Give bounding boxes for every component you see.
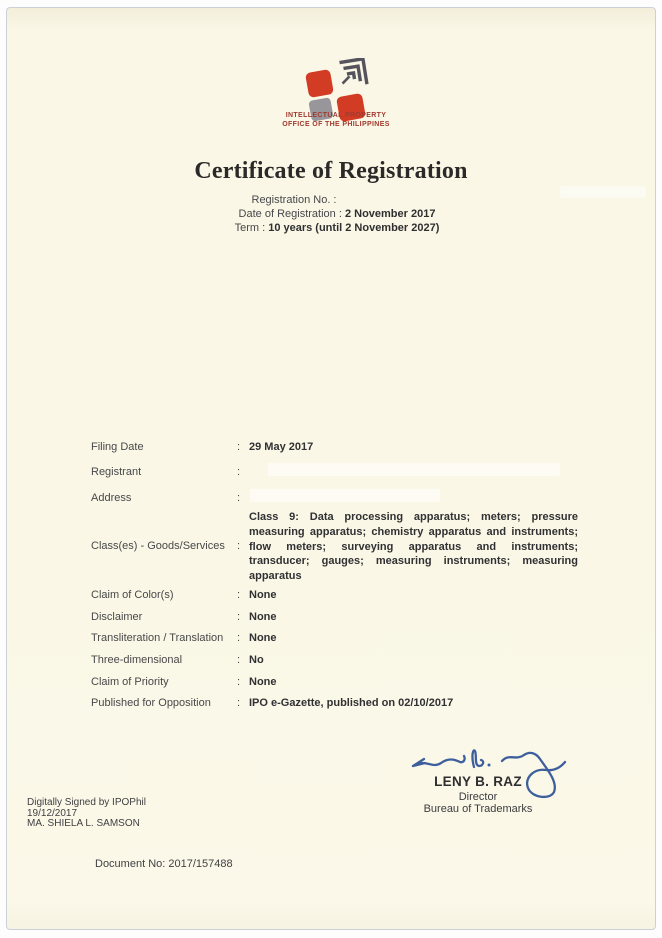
field-value: IPO e-Gazette, published on 02/10/2017 [249,697,454,709]
field-value: None [249,589,277,601]
field-label: Three-dimensional [91,654,183,666]
signatory-title: Director [458,791,498,803]
field-label: Claim of Color(s) [91,589,174,601]
document-number: Document No: 2017/157488 [95,858,233,870]
signatory-name: LENY B. RAZ [434,774,522,789]
term-label: Term : [234,221,266,234]
logo-org-name [0,112,662,129]
field-label: Registrant [91,466,142,478]
signature-ink [408,742,588,802]
field-label: Claim of Priority [91,676,169,688]
colon-separator: : [237,466,241,478]
colon-separator: : [237,676,241,688]
registration-term-line [0,222,662,236]
field-row-filing-date [91,441,578,454]
field-label: Transliteration / Translation [91,632,224,644]
field-label: Address [91,492,132,504]
field-value [249,492,578,505]
field-value: None [249,611,277,623]
field-label: Disclaimer [91,611,143,623]
digital-signature-line1: Digitally Signed by IPOPhil [27,797,146,808]
registration-header [0,194,662,235]
digital-signature-date: 19/12/2017 [27,807,78,819]
colon-separator: : [237,611,241,623]
digital-signature-note [27,798,146,830]
colon-separator: : [237,492,241,504]
colon-separator: : [237,654,241,666]
field-label: Filing Date [91,441,144,453]
colon-separator: : [237,697,241,709]
registration-date-line [0,208,662,222]
page-title: Certificate of Registration [194,158,468,184]
field-value [249,466,578,479]
signatory-office: Bureau of Trademarks [423,803,533,815]
colon-separator: : [237,441,241,453]
logo-org-line2: OFFICE OF THE PHILIPPINES [282,120,390,128]
field-value: No [249,654,264,666]
registration-date-value: 2 November 2017 [344,207,436,220]
field-row-claim-of-priority [91,676,578,689]
colon-separator: : [237,540,241,553]
term-value: 10 years (until 2 November 2027) [268,221,440,234]
field-label: Published for Opposition [91,697,211,709]
field-row-address [91,492,578,505]
field-value: None [249,632,277,644]
field-row-three-dimensional [91,654,578,667]
colon-separator: : [237,589,241,601]
registration-no-label: Registration No. : [251,194,337,206]
field-value: 29 May 2017 [249,441,314,453]
field-row-published-for-opposition [91,697,578,710]
field-value: Class 9: Data processing apparatus; meters; pressure measuring apparatus; chemistry apparatus and instruments; flow meters; surveying apparatus and instruments; transducer; gauges; measuring instruments; measuring apparatus [249,511,578,583]
colon-separator: : [237,632,241,644]
field-row-classes-goods-services [91,510,578,584]
field-value: None [249,676,277,688]
field-row-registrant [91,466,578,479]
field-row-disclaimer [91,611,578,624]
field-label: Class(es) - Goods/Services [91,540,225,553]
logo-org-line1: INTELLECTUAL PROPERTY [285,112,387,119]
digital-signature-signer: MA. SHIELA L. SAMSON [27,818,140,830]
field-row-claim-of-colors [91,589,578,602]
field-row-transliteration [91,632,578,645]
redaction-registration-no [560,186,646,198]
logo-chevrons-icon [340,59,366,86]
registration-date-label: Date of Registration : [238,207,342,220]
